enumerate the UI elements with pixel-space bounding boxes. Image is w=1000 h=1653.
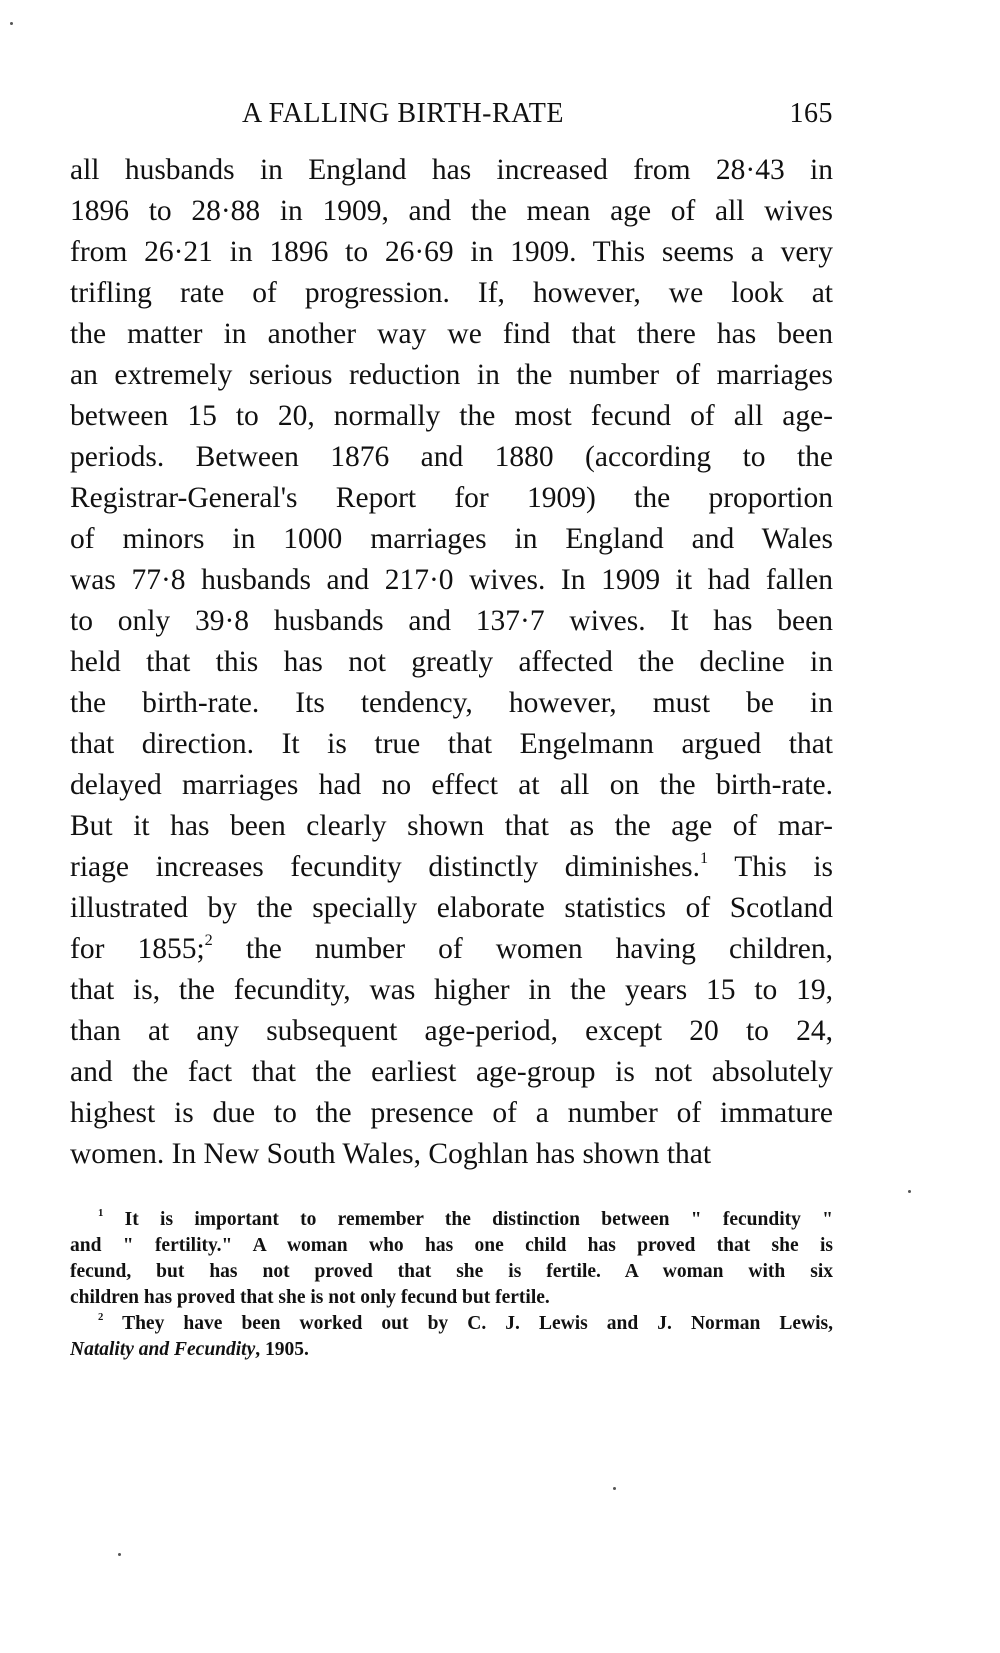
text-line: was 77·8 husbands and 217·0 wives. In 1909 it had fallen bbox=[70, 564, 833, 596]
text-line: But it has been clearly shown that as the age of mar- bbox=[70, 810, 833, 842]
text-line: trifling rate of progression. If, however, we look at bbox=[70, 277, 833, 309]
text-line: from 26·21 in 1896 to 26·69 in 1909. This seems a very bbox=[70, 236, 833, 268]
text-line-with-footnote-2 bbox=[70, 929, 833, 970]
running-header bbox=[70, 98, 833, 138]
text-segment: They have been worked out by C. J. Lewis and J. Norman Lewis, bbox=[103, 1313, 833, 1334]
text-line: all husbands in England has increased from 28·43 in bbox=[70, 154, 833, 186]
page-number: 165 bbox=[789, 98, 833, 129]
book-title: Natality and Fecundity bbox=[70, 1339, 256, 1360]
text-line: 1896 to 28·88 in 1909, and the mean age of all wives bbox=[70, 195, 833, 227]
text-line: of minors in 1000 marriages in England and Wales bbox=[70, 523, 833, 555]
text-segment: , 1905. bbox=[255, 1339, 309, 1360]
footnote-line: fecund, but has not proved that she is fertile. A woman with six bbox=[70, 1261, 833, 1282]
body-text bbox=[70, 150, 833, 1175]
running-title: A FALLING BIRTH-RATE bbox=[242, 98, 565, 129]
text-line: the birth-rate. Its tendency, however, must be in bbox=[70, 687, 833, 719]
scan-speck bbox=[118, 1553, 121, 1556]
text-line: held that this has not greatly affected the decline in bbox=[70, 646, 833, 678]
text-line: the matter in another way we find that there has been bbox=[70, 318, 833, 350]
scan-speck bbox=[908, 1190, 911, 1193]
text-segment: This is bbox=[708, 851, 833, 883]
text-line: that direction. It is true that Engelmann argued that bbox=[70, 728, 833, 760]
text-line: and the fact that the earliest age-group is not absolutely bbox=[70, 1056, 833, 1088]
text-line: women. In New South Wales, Coghlan has shown that bbox=[70, 1138, 712, 1170]
footnote-ref-2[interactable]: 2 bbox=[204, 930, 213, 949]
text-line: an extremely serious reduction in the number of marriages bbox=[70, 359, 833, 391]
text-line: delayed marriages had no effect at all on the birth-rate. bbox=[70, 769, 833, 801]
footnote-ref-1[interactable]: 1 bbox=[700, 848, 709, 867]
text-line: periods. Between 1876 and 1880 (according to the bbox=[70, 441, 833, 473]
text-line: illustrated by the specially elaborate statistics of Scotland bbox=[70, 892, 833, 924]
scan-speck bbox=[10, 22, 13, 25]
text-line: than at any subsequent age-period, except 20 to 24, bbox=[70, 1015, 833, 1047]
text-line: that is, the fecundity, was higher in the years 15 to 19, bbox=[70, 974, 833, 1006]
text-line: highest is due to the presence of a number of immature bbox=[70, 1097, 833, 1129]
text-line: to only 39·8 husbands and 137·7 wives. It has been bbox=[70, 605, 833, 637]
footnote-1-marker: 1 bbox=[98, 1207, 104, 1219]
text-segment: for 1855; bbox=[70, 933, 205, 965]
footnotes bbox=[70, 1207, 833, 1363]
text-line-with-footnote-1 bbox=[70, 847, 833, 888]
footnote-2-first-line bbox=[70, 1311, 833, 1337]
text-segment: the number of women having children, bbox=[212, 933, 833, 965]
scan-speck bbox=[613, 1487, 616, 1490]
text-line: Registrar-General's Report for 1909) the proportion bbox=[70, 482, 833, 514]
footnote-2-marker: 2 bbox=[98, 1311, 104, 1323]
footnote-line bbox=[70, 1337, 833, 1363]
footnote-1-first-line bbox=[70, 1207, 833, 1233]
footnote-line: children has proved that she is not only fecund but fertile. bbox=[70, 1287, 550, 1308]
text-line: between 15 to 20, normally the most fecund of all age- bbox=[70, 400, 833, 432]
footnote-line: and " fertility." A woman who has one child has proved that she is bbox=[70, 1235, 833, 1256]
text-segment: riage increases fecundity distinctly diminishes. bbox=[70, 851, 701, 883]
text-segment: It is important to remember the distinction between " fecundity " bbox=[103, 1209, 833, 1230]
